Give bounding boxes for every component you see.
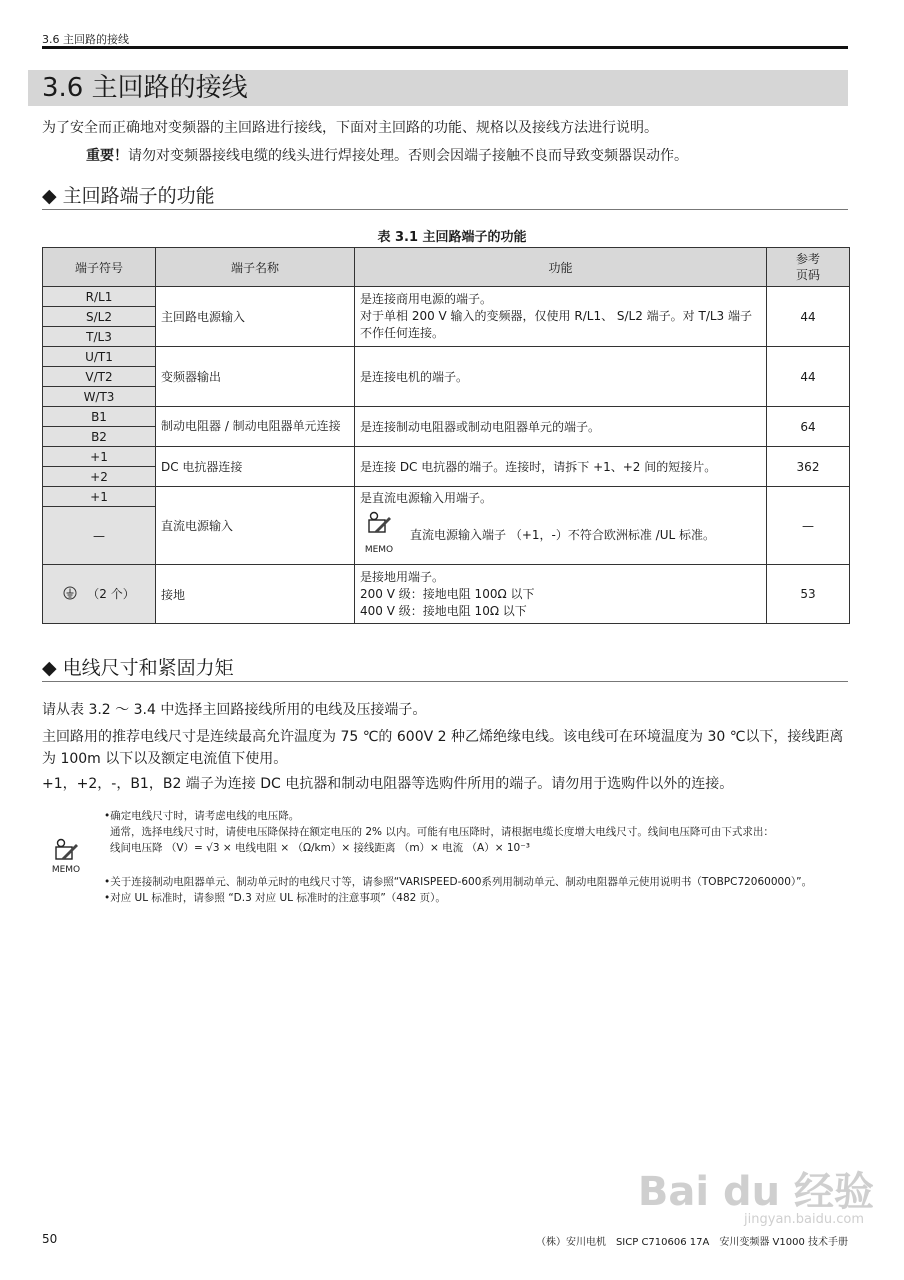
ref-cell: 362 xyxy=(767,447,850,487)
ref-cell: 44 xyxy=(767,287,850,347)
symbol-cell: +2 xyxy=(43,467,156,487)
ground-icon xyxy=(63,586,77,603)
running-header: 3.6 主回路的接线 xyxy=(42,33,129,46)
name-cell: 接地 xyxy=(156,565,355,624)
watermark-url: jingyan.baidu.com xyxy=(744,1212,864,1227)
name-cell: DC 电抗器连接 xyxy=(156,447,355,487)
function-cell: 是接地用端子。 200 V 级：接地电阻 100Ω 以下 400 V 级：接地电阻 10Ω 以下 xyxy=(355,565,767,624)
col-header-function: 功能 xyxy=(355,248,767,287)
ref-cell: 64 xyxy=(767,407,850,447)
function-cell: 是连接电机的端子。 xyxy=(355,347,767,407)
ref-cell: 53 xyxy=(767,565,850,624)
memo-notes xyxy=(104,808,854,906)
symbol-cell: U/T1 xyxy=(43,347,156,367)
function-cell: 是连接制动电阻器或制动电阻器单元的端子。 xyxy=(355,407,767,447)
symbol-cell: W/T3 xyxy=(43,387,156,407)
note-line: •关于连接制动电阻器单元、制动单元时的电线尺寸等，请参照“VARISPEED-600系列用制动单元、制动电阻器单元使用说明书（TOBPC72060000）”。 xyxy=(104,876,813,888)
name-cell: 直流电源输入 xyxy=(156,487,355,565)
table-row xyxy=(43,565,850,624)
memo-label: MEMO xyxy=(51,865,81,875)
function-cell: 是连接 DC 电抗器的端子。连接时，请拆下 +1、+2 间的短接片。 xyxy=(355,447,767,487)
note-line: •对应 UL 标准时，请参照 “D.3 对应 UL 标准时的注意事项”（482 页）。 xyxy=(104,892,446,904)
body-paragraph: 请从表 3.2 ～ 3.4 中选择主回路接线所用的电线及压接端子。 xyxy=(42,702,427,718)
name-cell: 变频器输出 xyxy=(156,347,355,407)
col-header-ref: 参考页码 xyxy=(767,248,850,287)
body-paragraph: +1，+2，-，B1，B2 端子为连接 DC 电抗器和制动电阻器等选购件所用的端子。请勿用于选购件以外的连接。 xyxy=(42,776,734,792)
table-row xyxy=(43,487,850,507)
name-cell: 制动电阻器 / 制动电阻器单元连接 xyxy=(156,407,355,447)
table-row xyxy=(43,447,850,467)
subsection-title-2: ◆ 电线尺寸和紧固力矩 xyxy=(42,657,234,679)
important-note xyxy=(86,145,856,167)
note-line: 通常，选择电线尺寸时，请使电压降保持在额定电压的 2% 以内。可能有电压降时，请根据电缆长度增大电线尺寸。线间电压降可由下式求出： xyxy=(110,826,774,838)
symbol-cell: V/T2 xyxy=(43,367,156,387)
ref-cell: 44 xyxy=(767,347,850,407)
symbol-cell: T/L3 xyxy=(43,327,156,347)
table-row xyxy=(43,407,850,427)
memo-inline xyxy=(360,511,761,559)
symbol-cell: — xyxy=(43,507,156,565)
body-paragraph: 主回路用的推荐电线尺寸是连续最高允许温度为 75 ℃的 600V 2 种乙烯绝缘电线。该电线可在环境温度为 30 ℃以下，接线距离为 100m 以下以及额定电流值下使用。 xyxy=(42,729,844,767)
table-row xyxy=(43,287,850,307)
section-title: 3.6 主回路的接线 xyxy=(42,73,248,103)
subsection-title-1: ◆ 主回路端子的功能 xyxy=(42,185,215,207)
note-line: •确定电线尺寸时，请考虑电线的电压降。 xyxy=(104,810,300,822)
watermark-logo: Bai du 经验 xyxy=(637,1169,874,1215)
header-rule xyxy=(42,46,848,49)
memo-icon: MEMO xyxy=(360,511,398,559)
symbol-cell: R/L1 xyxy=(43,287,156,307)
important-label: 重要！ xyxy=(86,148,128,164)
col-header-name: 端子名称 xyxy=(156,248,355,287)
ref-cell: — xyxy=(767,487,850,565)
table-caption: 表 3.1 主回路端子的功能 xyxy=(377,230,527,245)
subsection-rule-1 xyxy=(42,209,848,210)
symbol-cell: +1 xyxy=(43,447,156,467)
important-text: 请勿对变频器接线电缆的线头进行焊接处理。否则会因端子接触不良而导致变频器误动作。 xyxy=(128,148,688,164)
symbol-cell: S/L2 xyxy=(43,307,156,327)
function-cell: 是连接商用电源的端子。 对于单相 200 V 输入的变频器，仅使用 R/L1、 S/L2 端子。对 T/L3 端子不作任何连接。 xyxy=(355,287,767,347)
symbol-cell: B2 xyxy=(43,427,156,447)
function-cell: 是直流电源输入用端子。 MEMO 直流电源输入端子 （+1，-）不符合欧洲标准 /UL 标准。 xyxy=(355,487,767,565)
memo-text: 直流电源输入端子 （+1，-）不符合欧洲标准 /UL 标准。 xyxy=(410,527,715,542)
intro-text: 为了安全而正确地对变频器的主回路进行接线，下面对主回路的功能、规格以及接线方法进行说明。 xyxy=(42,120,658,136)
name-cell: 主回路电源输入 xyxy=(156,287,355,347)
page-number: 50 xyxy=(42,1232,58,1246)
subsection-rule-2 xyxy=(42,681,848,682)
footer-text: （株）安川电机 SICP C710606 17A 安川变频器 V1000 技术手册 xyxy=(535,1237,848,1248)
note-line: 线间电压降 （V）= √3 × 电线电阻 × （Ω/km）× 接线距离 （m）× 电流 （A）× 10⁻³ xyxy=(110,842,530,854)
memo-icon xyxy=(48,838,84,875)
table-row xyxy=(43,347,850,367)
symbol-cell: （2 个） xyxy=(43,565,156,624)
symbol-cell: B1 xyxy=(43,407,156,427)
terminal-function-table xyxy=(42,247,850,624)
col-header-symbol: 端子符号 xyxy=(43,248,156,287)
symbol-cell: +1 xyxy=(43,487,156,507)
